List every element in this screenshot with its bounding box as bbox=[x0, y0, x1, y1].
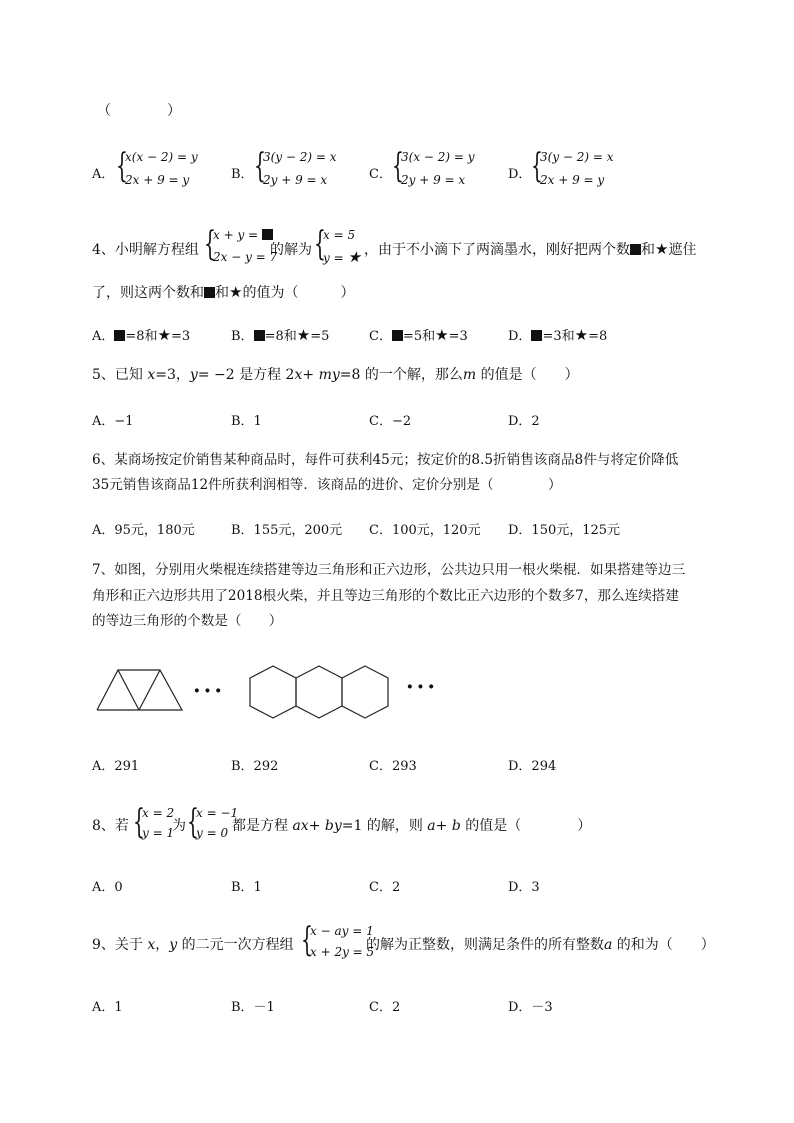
q8-stem-rest bbox=[232, 815, 591, 835]
q5-var-x2: x bbox=[294, 367, 303, 383]
q5-t2: =3， bbox=[155, 367, 190, 383]
q9-option-b: B．－1 bbox=[231, 1000, 275, 1015]
q3-d-eq1: 3(y − 2) = x bbox=[540, 150, 614, 164]
q5-t4: + bbox=[302, 367, 319, 383]
triangles-figure bbox=[95, 667, 185, 713]
ink-star-icon: ★ bbox=[157, 326, 172, 344]
q7-option-b: B．292 bbox=[231, 759, 279, 774]
q4-d-text1: =3和 bbox=[542, 329, 575, 344]
q4-b-text2: =5 bbox=[310, 329, 330, 344]
q9-sep: ， bbox=[155, 937, 170, 953]
q3-b-eq1: 3(y − 2) = x bbox=[263, 150, 337, 164]
ink-square-icon bbox=[392, 330, 403, 341]
q8-part3: 都是方程 bbox=[232, 818, 293, 834]
q7-ellipsis-1: ··· bbox=[193, 678, 225, 704]
q9-var-x: x bbox=[147, 937, 156, 953]
q4-d-text2: =8 bbox=[588, 329, 608, 344]
q8-s2-eq2: y = 0 bbox=[196, 826, 229, 840]
q3-c-eq2: 2y + 9 = x bbox=[401, 173, 466, 187]
q4-d-letter: D． bbox=[508, 329, 532, 344]
q3-a-eq1: x(x − 2) = y bbox=[125, 150, 198, 164]
q4-sys-eq1: x + y = bbox=[213, 228, 262, 242]
q5-var-my: my bbox=[318, 367, 340, 383]
q4-line2-c: 的值为（ ） bbox=[242, 285, 355, 301]
ink-square-icon bbox=[630, 244, 641, 255]
q9-t3: 的解为正整数，则满足条件的所有整数 bbox=[366, 937, 604, 953]
q9-option-d: D．－3 bbox=[508, 1000, 553, 1015]
ink-square-icon bbox=[254, 330, 265, 341]
q3-c-eq1: 3(x − 2) = y bbox=[401, 150, 475, 164]
q9-part3 bbox=[366, 934, 715, 954]
q9-sys-eq2: x + 2y = 5 bbox=[310, 945, 375, 959]
ink-star-icon: ★ bbox=[574, 326, 589, 344]
q4-a-text2: =3 bbox=[171, 329, 191, 344]
q9-part1 bbox=[92, 934, 294, 954]
q5-t6: 的值是（ ） bbox=[476, 367, 579, 383]
q8-s2-eq1: x = −1 bbox=[196, 806, 239, 820]
q4-option-c bbox=[369, 325, 468, 344]
q5-t5: =8 的一个解，那么 bbox=[339, 367, 463, 383]
q4-a-letter: A． bbox=[92, 329, 115, 344]
hexagons-figure bbox=[247, 664, 399, 720]
q4-text-part1: 4、小明解方程组 bbox=[92, 242, 199, 258]
q4-option-d bbox=[508, 325, 607, 344]
q7-ellipsis-2: ··· bbox=[406, 674, 438, 700]
q5-var-m: m bbox=[462, 367, 477, 383]
q5-option-d: D．2 bbox=[508, 414, 540, 429]
ink-square-icon bbox=[531, 330, 542, 341]
q6-option-a: A．95元，180元 bbox=[92, 523, 195, 538]
ink-star-icon: ★ bbox=[229, 283, 243, 301]
q6-option-b: B．155元，200元 bbox=[231, 523, 343, 538]
q4-c-letter: C． bbox=[369, 329, 392, 344]
q4-text-part3 bbox=[364, 239, 696, 259]
q4-b-text1: =8和 bbox=[264, 329, 297, 344]
q3-a-eq2: 2x + 9 = y bbox=[125, 173, 190, 187]
q4-text-part5: 遮住 bbox=[668, 242, 697, 258]
q4-text-part4: 和 bbox=[641, 242, 655, 258]
q9-var-y: y bbox=[169, 937, 178, 953]
q4-sol-eq1: x = 5 bbox=[323, 228, 356, 242]
q8-option-d: D．3 bbox=[508, 880, 540, 895]
q4-option-a bbox=[92, 325, 190, 344]
q8-s1-eq1: x = 2 bbox=[142, 806, 175, 820]
q8-part5: 的值是（ ） bbox=[460, 818, 592, 834]
q8-part4: =1 的解，则 bbox=[341, 818, 428, 834]
q8-s1-eq2: y = 1 bbox=[142, 826, 175, 840]
q3-option-a-letter: A． bbox=[92, 167, 115, 182]
q6-option-c: C．100元，120元 bbox=[369, 523, 481, 538]
q7-line3: 的等边三角形的个数是（ ） bbox=[92, 613, 283, 629]
q5-stem bbox=[92, 365, 579, 385]
q9-t1: 9、关于 bbox=[92, 937, 148, 953]
ink-square-icon bbox=[114, 330, 125, 341]
q4-line2-a: 了，则这两个数和 bbox=[92, 285, 204, 301]
q4-text-part2: 的解为 bbox=[270, 242, 312, 258]
q3-d-eq2: 2x + 9 = y bbox=[540, 173, 605, 187]
q4-option-b bbox=[231, 325, 329, 344]
q4-sys-eq2: 2x − y = 7 bbox=[213, 250, 278, 264]
q4-b-letter: B． bbox=[231, 329, 254, 344]
q5-t1: 5、已知 bbox=[92, 367, 148, 383]
q3-option-d-letter: D． bbox=[508, 167, 532, 182]
q3-option-c-letter: C． bbox=[369, 167, 392, 182]
ink-square-icon bbox=[204, 287, 215, 298]
q3-option-b-letter: B． bbox=[231, 167, 254, 182]
ink-star-icon: ★ bbox=[435, 326, 449, 344]
q8-option-c: C．2 bbox=[369, 880, 401, 895]
q5-option-c: C．−2 bbox=[369, 414, 412, 429]
ink-star-icon: ★ bbox=[655, 240, 669, 258]
q8-option-a: A．0 bbox=[92, 880, 123, 895]
q9-option-a: A．1 bbox=[92, 1000, 123, 1015]
hexagon-2 bbox=[296, 666, 342, 718]
q7-line1: 7、如图，分别用火柴棍连续搭建等边三角形和正六边形，公共边只用一根火柴棍．如果搭建等边三 bbox=[92, 562, 686, 578]
q8-equation: ax+ by bbox=[292, 818, 342, 834]
q9-t2: 的二元一次方程组 bbox=[177, 937, 294, 953]
q8-a-plus-b: a+ b bbox=[427, 818, 461, 834]
triangle-outline bbox=[97, 670, 182, 710]
ink-star-icon: ★ bbox=[296, 326, 311, 344]
triangle-edge bbox=[118, 670, 139, 710]
q5-t3: = −2 是方程 2 bbox=[197, 367, 295, 383]
q9-var-a: a bbox=[604, 937, 613, 953]
q7-option-d: D．294 bbox=[508, 759, 557, 774]
hexagon-1 bbox=[250, 666, 296, 718]
q7-option-c: C．293 bbox=[369, 759, 417, 774]
q5-option-b: B．1 bbox=[231, 414, 262, 429]
q3-b-eq2: 2y + 9 = x bbox=[263, 173, 328, 187]
q9-option-c: C．2 bbox=[369, 1000, 401, 1015]
q9-t4: 的和为（ ） bbox=[612, 937, 715, 953]
hexagon-3 bbox=[342, 666, 388, 718]
q7-option-a: A．291 bbox=[92, 759, 140, 774]
q4-c-text1: =5和 bbox=[402, 329, 436, 344]
q9-sys-eq1: x − ay = 1 bbox=[310, 924, 374, 938]
q7-line2: 角形和正六边形共用了2018根火柴，并且等边三角形的个数比正六边形的个数多7，那么连续搭建 bbox=[92, 588, 679, 604]
q5-var-y: y bbox=[189, 367, 198, 383]
q6-line1: 6、某商场按定价销售某种商品时，每件可获利45元；按定价的8.5折销售该商品8件与将定价降低 bbox=[92, 452, 679, 468]
q5-option-a: A．−1 bbox=[92, 414, 134, 429]
q8-part1: 8、若 bbox=[92, 818, 129, 834]
q8-option-b: B．1 bbox=[231, 880, 262, 895]
q3-answer-parens: （ ） bbox=[97, 103, 181, 119]
triangle-edge bbox=[139, 670, 160, 710]
q4-sol-eq2: y = bbox=[323, 251, 348, 265]
q8-part2: 为 bbox=[172, 818, 186, 834]
q4-c-text2: =3 bbox=[448, 329, 468, 344]
q4-a-text1: =8和 bbox=[125, 329, 158, 344]
q5-var-x: x bbox=[147, 367, 156, 383]
ink-star-icon: ★ bbox=[347, 248, 361, 266]
q4-text-part3-a: ，由于不小滴下了两滴墨水，刚好把两个数 bbox=[364, 242, 630, 258]
q6-option-d: D．150元，125元 bbox=[508, 523, 621, 538]
q4-line2 bbox=[92, 282, 354, 302]
q4-line2-b: 和 bbox=[215, 285, 229, 301]
q6-line2: 35元销售该商品12件所获利润相等．该商品的进价、定价分别是（ ） bbox=[92, 477, 562, 493]
